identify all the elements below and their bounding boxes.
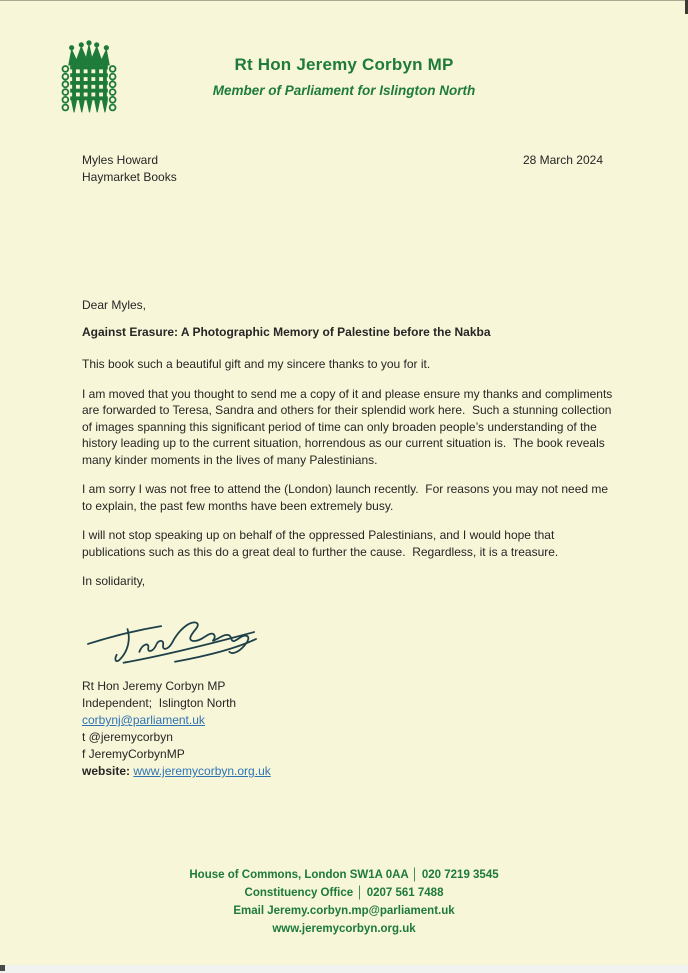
recipient-name: Myles Howard [82, 153, 159, 167]
email-link[interactable]: corbynj@parliament.uk [82, 713, 205, 727]
letter-date: 28 March 2024 [522, 153, 603, 167]
paragraph-1: This book such a beautiful gift and my sincere thanks to you for it. [82, 357, 431, 371]
scan-edge-top [0, 0, 688, 1]
handwritten-signature [84, 610, 262, 673]
salutation: Dear Myles, [82, 298, 147, 312]
footer-constituency-phone: Constituency Office │ 0207 561 7488 [244, 887, 444, 899]
recipient-address [82, 152, 177, 186]
scan-edge-bottom [0, 965, 688, 973]
letterhead-subtitle: Member of Parliament for Islington North [212, 83, 476, 98]
scan-mark-bottom-left [0, 965, 5, 971]
facebook-handle: f JeremyCorbynMP [82, 747, 185, 761]
recipient-organisation: Haymarket Books [82, 170, 177, 184]
closing-line: In solidarity, [82, 574, 146, 588]
website-label: website: [82, 764, 134, 778]
signature-icon [84, 610, 262, 668]
signoff-block [82, 678, 271, 780]
crowned-portcullis-icon [58, 40, 120, 121]
subject-line: Against Erasure: A Photographic Memory of Palestine before the Nakba [82, 324, 491, 339]
signoff-affiliation: Independent; Islington North [82, 696, 237, 710]
footer-website: www.jeremycorbyn.org.uk [272, 923, 416, 935]
footer-email: Email Jeremy.corbyn.mp@parliament.uk [233, 905, 455, 917]
letter-footer [0, 866, 688, 938]
twitter-handle: t @jeremycorbyn [82, 730, 173, 744]
paragraph-4: I will not stop speaking up on behalf of the oppressed Palestinians, and I would hope that publications such as this do a great deal to further the cause. Regardless, it is a treasure. [82, 528, 559, 559]
paragraph-2: I am moved that you thought to send me a copy of it and please ensure my thanks and compliments are forwarded to Teresa, Sandra and others for their splendid work here. Such a stunning collection of images spanning this significant period of time can only broaden people’s understanding of the history leading up to the current situation, horrendous as our current situation is. The book reveals many kinder moments in the lives of many Palestinians. [82, 386, 616, 467]
footer-address-phone: House of Commons, London SW1A 0AA │ 020 7219 3545 [189, 869, 499, 881]
signoff-name: Rt Hon Jeremy Corbyn MP [82, 679, 226, 693]
paragraph-3: I am sorry I was not free to attend the (London) launch recently. For reasons you may not need me to explain, the past few months have been extremely busy. [82, 482, 612, 513]
letterhead-title: Rt Hon Jeremy Corbyn MP [234, 55, 454, 74]
letter-body [82, 297, 616, 590]
website-link[interactable]: www.jeremycorbyn.org.uk [133, 764, 271, 778]
